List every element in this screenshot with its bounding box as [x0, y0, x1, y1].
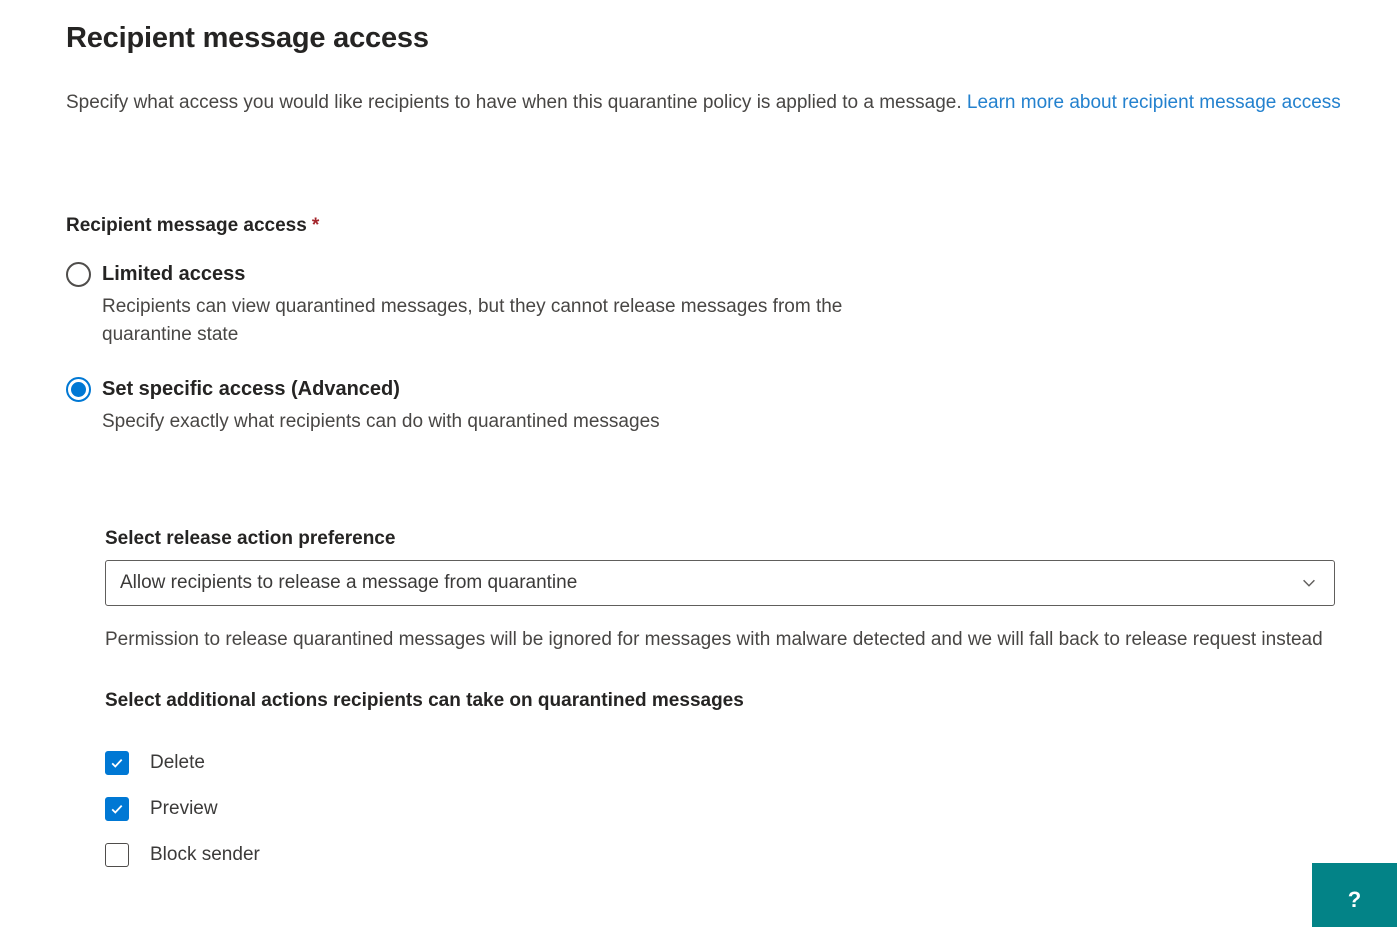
- checkbox-row-delete: [105, 751, 205, 775]
- learn-more-link[interactable]: Learn more about recipient message access: [966, 92, 1341, 113]
- recipient-access-group-label: [66, 215, 319, 237]
- radio-option-label[interactable]: Set specific access (Advanced): [102, 378, 400, 400]
- check-icon: [109, 755, 125, 771]
- page-title: Recipient message access: [66, 22, 429, 54]
- additional-actions-label: Select additional actions recipients can take on quarantined messages: [105, 690, 744, 711]
- checkbox-label[interactable]: Delete: [150, 752, 205, 773]
- page-description: [66, 88, 1351, 117]
- limited-access-radio[interactable]: [66, 262, 91, 287]
- radio-option-description: Recipients can view quarantined messages, but they cannot release messages from the quarantine state: [102, 296, 843, 345]
- release-action-note: Permission to release quarantined messages will be ignored for messages with malware detected and we will fall back to release request instead: [105, 629, 1323, 650]
- radio-option-description: Specify exactly what recipients can do with quarantined messages: [102, 411, 660, 432]
- radio-option-limited-access: [66, 260, 847, 349]
- checkbox-label[interactable]: Block sender: [150, 844, 260, 865]
- checkbox-row-block-sender: [105, 843, 260, 867]
- delete-checkbox[interactable]: [105, 751, 129, 775]
- release-action-label: Select release action preference: [105, 528, 396, 549]
- preview-checkbox[interactable]: [105, 797, 129, 821]
- block-sender-checkbox[interactable]: [105, 843, 129, 867]
- radio-option-label[interactable]: Limited access: [102, 263, 246, 285]
- page-description-text: Specify what access you would like recipients to have when this quarantine policy is applied to a message.: [66, 92, 962, 113]
- set-specific-access-radio[interactable]: [66, 377, 91, 402]
- check-icon: [109, 801, 125, 817]
- dropdown-selected-value: Allow recipients to release a message from quarantine: [120, 572, 578, 593]
- required-asterisk: *: [311, 215, 320, 236]
- checkbox-row-preview: [105, 797, 218, 821]
- group-label-text: Recipient message access: [66, 215, 307, 236]
- checkbox-label[interactable]: Preview: [150, 798, 218, 819]
- release-action-dropdown[interactable]: [105, 560, 1335, 606]
- help-button[interactable]: [1312, 863, 1397, 927]
- radio-option-set-specific-access: [66, 375, 660, 436]
- chevron-down-icon: [1300, 574, 1318, 592]
- question-mark-icon: ?: [1347, 887, 1362, 912]
